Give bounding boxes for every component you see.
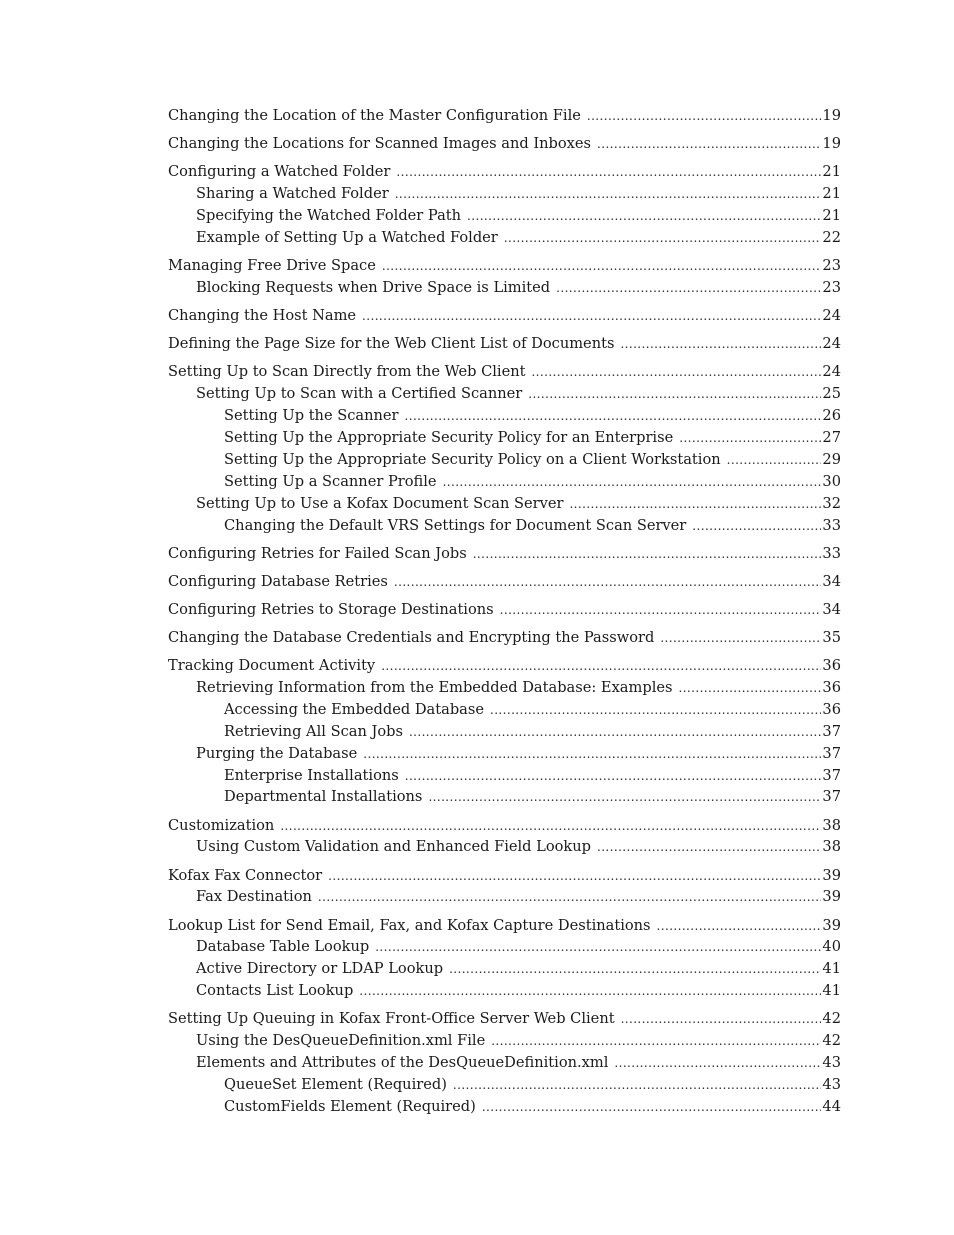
toc-entry-page-number: 42 (822, 1010, 841, 1028)
toc-entry-title: Setting Up to Scan with a Certified Scanner (196, 385, 523, 403)
toc-entry-page-number: 19 (822, 135, 841, 153)
toc-entry-page-number: 23 (822, 257, 841, 274)
dot-leader (394, 572, 822, 592)
toc-entry[interactable] (168, 334, 841, 354)
dot-leader (375, 937, 821, 957)
toc-entry-page-number: 30 (822, 472, 841, 490)
toc-entry-title: Departmental Installations (224, 788, 423, 806)
toc-entry[interactable] (196, 744, 841, 764)
toc-entry[interactable] (168, 916, 841, 936)
toc-entry-title: Customization (168, 816, 275, 834)
toc-entry-title: Configuring a Watched Folder (168, 163, 391, 181)
toc-entry-page-number: 24 (822, 363, 841, 381)
toc-entry-page-number: 37 (822, 722, 841, 740)
dot-leader (620, 334, 821, 354)
toc-entry-page-number: 36 (822, 678, 841, 696)
toc-entry-page-number: 37 (822, 744, 841, 762)
toc-entry-page-number: 35 (822, 628, 841, 646)
toc-entry-page-number: 21 (822, 163, 841, 181)
toc-entry-title: Active Directory or LDAP Lookup (196, 960, 444, 978)
toc-entry-page-number: 44 (822, 1097, 841, 1115)
toc-entry[interactable] (224, 722, 841, 742)
toc-entry-title: QueueSet Element (Required) (224, 1076, 447, 1093)
toc-entry[interactable] (168, 134, 841, 154)
toc-entry[interactable] (168, 656, 841, 676)
dot-leader (569, 494, 821, 514)
dot-leader (362, 306, 821, 326)
dot-leader (318, 887, 822, 907)
toc-entry-title: Lookup List for Send Email, Fax, and Kofax Capture Destinations (168, 916, 651, 934)
dot-leader (692, 516, 821, 536)
toc-entry-page-number: 29 (822, 450, 841, 468)
dot-leader (679, 428, 821, 448)
toc-entry-title: Tracking Document Activity (168, 657, 376, 674)
toc-entry[interactable] (224, 766, 841, 786)
dot-leader (482, 1097, 822, 1117)
dot-leader (727, 450, 822, 470)
toc-entry-page-number: 33 (822, 516, 841, 534)
dot-leader (657, 916, 822, 936)
dot-leader (381, 656, 821, 676)
toc-entry-title: Retrieving Information from the Embedded Database: Examples (196, 678, 673, 696)
toc-entry-page-number: 36 (822, 657, 841, 674)
toc-entry[interactable] (196, 959, 841, 979)
toc-entry-page-number: 37 (822, 788, 841, 806)
dot-leader (531, 362, 821, 382)
toc-entry-title: Setting Up a Scanner Profile (224, 472, 437, 490)
dot-leader (528, 384, 821, 404)
toc-entry-title: Setting Up the Appropriate Security Policy on a Client Workstation (224, 450, 721, 468)
toc-entry-title: Setting Up to Scan Directly from the Web Client (168, 363, 526, 381)
dot-leader (409, 722, 821, 742)
dot-leader (405, 766, 822, 786)
toc-entry-page-number: 23 (822, 278, 841, 296)
toc-entry-page-number: 22 (822, 228, 841, 246)
toc-entry-page-number: 34 (822, 572, 841, 590)
dot-leader (491, 1031, 821, 1051)
toc-entry-title: Setting Up to Use a Kofax Document Scan Server (196, 494, 564, 512)
toc-entry-title: Changing the Host Name (168, 307, 357, 324)
toc-entry-title: Setting Up Queuing in Kofax Front-Office Server Web Client (168, 1010, 615, 1028)
toc-entry-page-number: 38 (822, 838, 841, 856)
dot-leader (490, 700, 821, 720)
toc-entry[interactable] (196, 887, 841, 907)
toc-entry-page-number: 42 (822, 1032, 841, 1050)
toc-entry[interactable] (196, 206, 841, 226)
toc-entry-title: Elements and Attributes of the DesQueueDefinition.xml (196, 1054, 609, 1072)
toc-entry-page-number: 43 (822, 1054, 841, 1072)
toc-entry[interactable] (196, 1053, 841, 1073)
toc-entry-title: CustomFields Element (Required) (224, 1097, 476, 1115)
toc-entry[interactable] (224, 450, 841, 470)
toc-entry-page-number: 36 (822, 700, 841, 718)
dot-leader (395, 184, 822, 204)
dot-leader (473, 544, 822, 564)
dot-leader (660, 628, 821, 648)
toc-entry-page-number: 34 (822, 600, 841, 618)
toc-entry-page-number: 33 (822, 544, 841, 562)
toc-entry[interactable] (196, 981, 841, 1001)
toc-entry[interactable] (224, 1075, 841, 1095)
toc-entry-title: Accessing the Embedded Database (224, 700, 484, 718)
dot-leader (443, 472, 822, 492)
toc-entry-title: Blocking Requests when Drive Space is Limited (196, 278, 551, 296)
dot-leader (597, 134, 821, 154)
toc-entry[interactable] (196, 1031, 841, 1051)
toc-entry-title: Enterprise Installations (224, 766, 399, 784)
toc-entry[interactable] (168, 628, 841, 648)
toc-entry-title: Retrieving All Scan Jobs (224, 722, 403, 740)
toc-entry-title: Configuring Database Retries (168, 572, 388, 590)
toc-entry-title: Specifying the Watched Folder Path (196, 207, 462, 224)
toc-entry[interactable] (224, 1097, 841, 1117)
toc-entry[interactable] (168, 572, 841, 592)
toc-entry[interactable] (168, 816, 841, 836)
dot-leader (382, 256, 822, 276)
dot-leader (405, 406, 822, 426)
toc-entry-page-number: 25 (822, 385, 841, 403)
toc-entry-page-number: 32 (822, 494, 841, 512)
toc-entry[interactable] (224, 787, 841, 807)
toc-entry-title: Changing the Location of the Master Configuration File (168, 107, 581, 124)
toc-entry[interactable] (168, 600, 841, 620)
dot-leader (500, 600, 822, 620)
toc-entry[interactable] (168, 106, 841, 126)
toc-entry-page-number: 19 (822, 107, 841, 124)
dot-leader (396, 162, 821, 182)
dot-leader (556, 278, 821, 298)
toc-entry-page-number: 38 (822, 816, 841, 834)
toc-entry-title: Purging the Database (196, 744, 358, 762)
dot-leader (280, 816, 821, 836)
toc-entry-page-number: 39 (822, 866, 841, 884)
toc-entry-title: Using Custom Validation and Enhanced Field Lookup (196, 838, 591, 856)
dot-leader (504, 228, 822, 248)
toc-entry[interactable] (196, 278, 841, 298)
toc-entry[interactable] (168, 306, 841, 326)
toc-entry[interactable] (168, 162, 841, 182)
toc-entry[interactable] (196, 937, 841, 957)
toc-entry-title: Changing the Default VRS Settings for Document Scan Server (224, 516, 687, 534)
toc-entry[interactable] (224, 406, 841, 426)
toc-entry-title: Configuring Retries to Storage Destinations (168, 600, 494, 618)
toc-entry-title: Sharing a Watched Folder (196, 185, 389, 203)
toc-entry[interactable] (196, 384, 841, 404)
dot-leader (453, 1075, 822, 1095)
toc-entry-title: Managing Free Drive Space (168, 257, 376, 274)
toc-entry-title: Database Table Lookup (196, 938, 370, 956)
toc-entry-page-number: 27 (822, 428, 841, 446)
toc-entry-page-number: 24 (822, 307, 841, 324)
toc-entry[interactable] (168, 866, 841, 886)
toc-entry[interactable] (224, 516, 841, 536)
toc-entry-title: Example of Setting Up a Watched Folder (196, 228, 498, 246)
toc-entry[interactable] (168, 1009, 841, 1029)
toc-entry[interactable] (224, 428, 841, 448)
dot-leader (449, 959, 821, 979)
toc-entry[interactable] (196, 228, 841, 248)
toc-entry-title: Configuring Retries for Failed Scan Jobs (168, 544, 467, 562)
toc-entry[interactable] (168, 544, 841, 564)
dot-leader (597, 837, 821, 857)
toc-entry[interactable] (168, 256, 841, 276)
dot-leader (328, 866, 821, 886)
toc-entry[interactable] (196, 494, 841, 514)
toc-entry-page-number: 43 (822, 1076, 841, 1093)
toc-entry[interactable] (196, 678, 841, 698)
toc-entry-title: Changing the Locations for Scanned Images and Inboxes (168, 135, 592, 153)
dot-leader (467, 206, 821, 226)
dot-leader (428, 787, 821, 807)
toc-entry-page-number: 41 (822, 982, 841, 1000)
toc-entry-page-number: 39 (822, 888, 841, 906)
toc-entry-page-number: 24 (822, 335, 841, 353)
toc-entry-page-number: 26 (822, 407, 841, 424)
dot-leader (621, 1009, 822, 1029)
toc-entry-page-number: 39 (822, 916, 841, 934)
dot-leader (359, 981, 821, 1001)
toc-entry-title: Setting Up the Scanner (224, 407, 399, 424)
toc-entry-title: Kofax Fax Connector (168, 866, 323, 884)
dot-leader (614, 1053, 821, 1073)
toc-entry-page-number: 41 (822, 960, 841, 978)
toc-entry-title: Contacts List Lookup (196, 982, 354, 1000)
dot-leader (363, 744, 821, 764)
toc-entry-page-number: 37 (822, 766, 841, 784)
toc-entry[interactable] (224, 700, 841, 720)
toc-entry[interactable] (168, 362, 841, 382)
toc-entry-title: Using the DesQueueDefinition.xml File (196, 1032, 486, 1050)
toc-entry[interactable] (224, 472, 841, 492)
toc-entry-page-number: 21 (822, 207, 841, 224)
toc-entry-title: Setting Up the Appropriate Security Policy for an Enterprise (224, 428, 674, 446)
toc-entry[interactable] (196, 184, 841, 204)
toc-entry-title: Fax Destination (196, 888, 312, 906)
dot-leader (679, 678, 822, 698)
toc-entry-title: Defining the Page Size for the Web Client List of Documents (168, 335, 615, 353)
toc-entry-title: Changing the Database Credentials and Encrypting the Password (168, 628, 655, 646)
toc-entry[interactable] (196, 837, 841, 857)
toc-entry-page-number: 40 (822, 938, 841, 956)
dot-leader (587, 106, 822, 126)
toc-entry-page-number: 21 (822, 185, 841, 203)
